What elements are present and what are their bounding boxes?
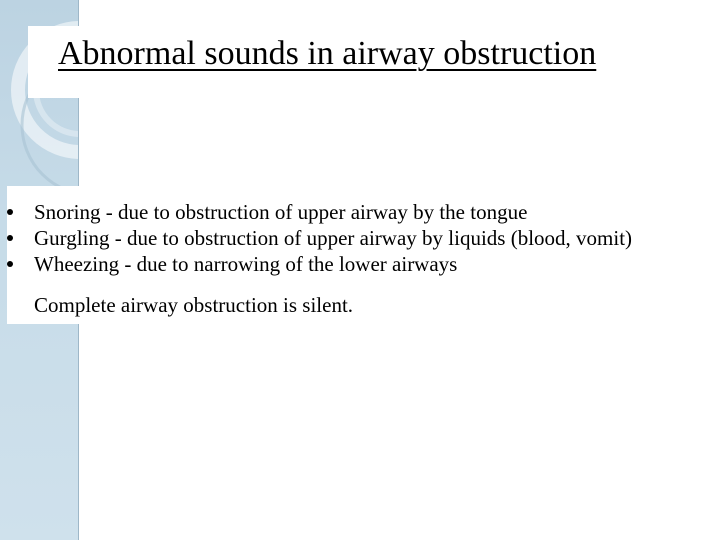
- silent-obstruction-note: Complete airway obstruction is silent.: [34, 293, 354, 317]
- bullet-text-wheezing: Wheezing - due to narrowing of the lower airways: [34, 252, 458, 276]
- list-item: [7, 225, 632, 251]
- slide-title: Abnormal sounds in airway obstruction: [58, 35, 597, 72]
- list-item: [7, 251, 632, 277]
- list-item: [7, 199, 632, 225]
- bullet-icon: [7, 261, 13, 267]
- bullet-icon: [7, 209, 13, 215]
- bullet-list: [7, 199, 632, 277]
- bullet-text-gurgling: Gurgling - due to obstruction of upper airway by liquids (blood, vomit): [34, 226, 633, 250]
- bullet-text-snoring: Snoring - due to obstruction of upper airway by the tongue: [34, 200, 528, 224]
- bullet-icon: [7, 235, 13, 241]
